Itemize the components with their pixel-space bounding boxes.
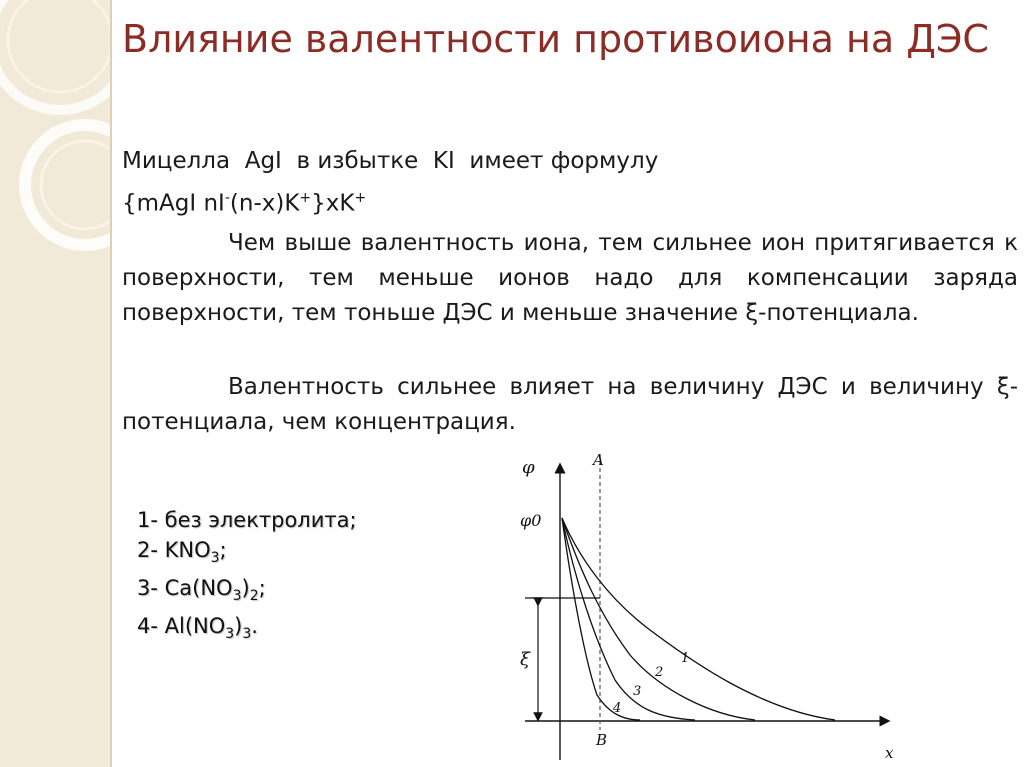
band-divider <box>110 0 112 767</box>
paragraph-valence-effect: Чем выше валентность иона, тем сильнее ион притягивается к поверхности, тем меньше ионов надо для компенсации заряда поверхности, тем тоньше ДЭС и меньше значение ξ-потенциала. <box>122 230 1018 326</box>
line-a-label: A <box>593 451 604 469</box>
curve-label-1: 1 <box>681 651 690 666</box>
potential-decay-diagram <box>500 440 910 765</box>
point-b-label: B <box>596 731 608 749</box>
curve-label-2: 2 <box>655 665 664 680</box>
curve-label-3: 3 <box>633 684 642 699</box>
legend-item-3: 3- $Ca(NO_3)_2$; <box>137 576 266 605</box>
micelle-formula: {mAgI nI-(n-x)K+}xK+ <box>122 190 367 217</box>
legend-item-1: 1- без электролита; <box>137 508 357 532</box>
curve-label-4: 4 <box>613 701 622 716</box>
phi0-label: φ0 <box>520 511 542 530</box>
paragraph-valence-vs-concentration: Валентность сильнее влияет на величину ДЭС и величину ξ-потенциала, чем концентрация. <box>122 374 1018 435</box>
x-axis-label: x <box>885 744 894 762</box>
curve-1 <box>562 518 835 720</box>
decorative-rings <box>0 0 110 767</box>
micelle-line: Мицелла AgI в избытке KI имеет формулу <box>122 148 659 174</box>
y-axis-label: φ <box>522 457 535 478</box>
decorative-side-band <box>0 0 110 767</box>
xi-label: ξ <box>520 649 530 670</box>
legend-item-2: 2- $KNO_3$; <box>137 538 227 567</box>
curve-legend <box>137 505 357 650</box>
curve-3 <box>562 518 695 720</box>
slide-title: Влияние валентности противоиона на ДЭС <box>122 17 989 61</box>
legend-item-4: 4- $Al(NO_3)_3$. <box>137 614 258 643</box>
curve-2 <box>562 518 755 720</box>
